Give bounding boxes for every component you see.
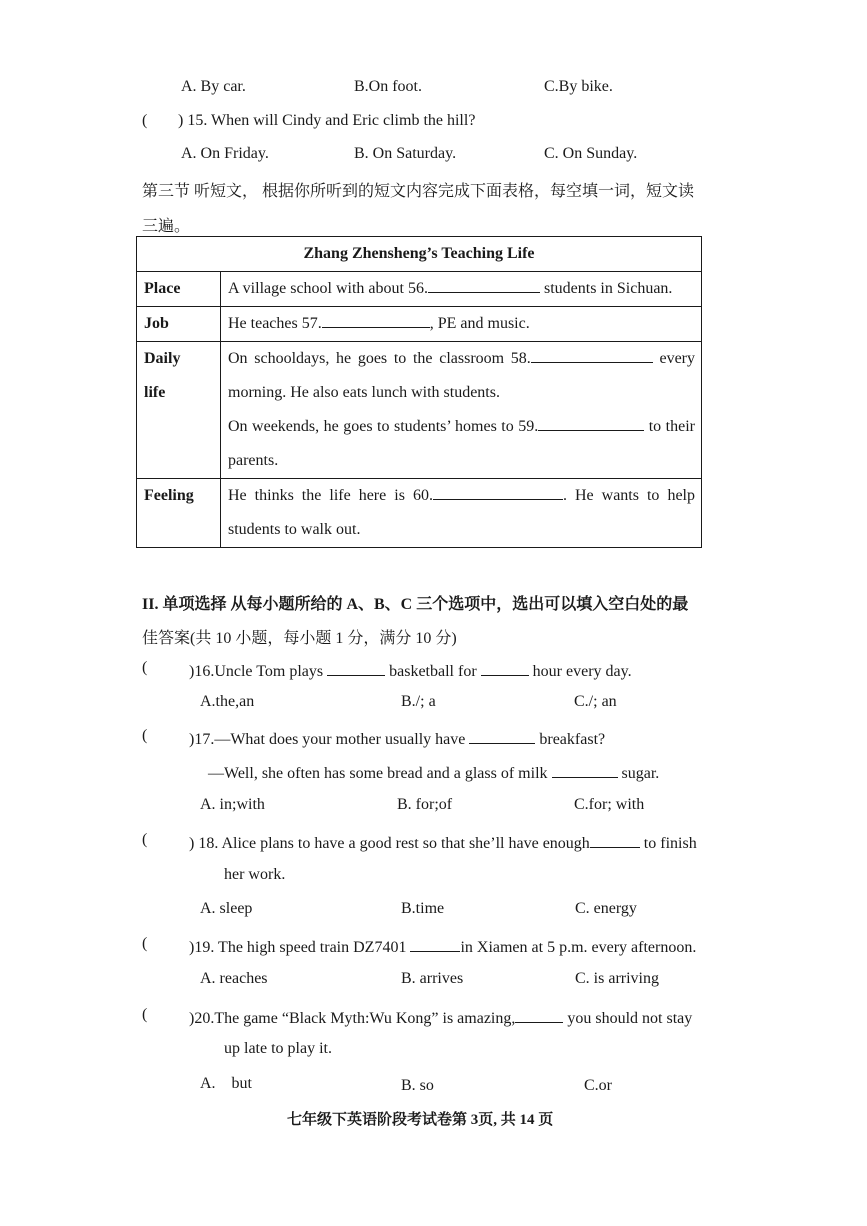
q19-option-c: C. is arriving <box>575 970 659 987</box>
q16-paren-open: ( <box>142 659 148 676</box>
q19-option-b: B. arrives <box>401 970 464 987</box>
q18-option-a: A. sleep <box>200 900 253 917</box>
table-row-job <box>137 307 702 342</box>
q20-option-a: A. but <box>200 1075 252 1092</box>
q17-option-b: B. for;of <box>397 796 453 813</box>
section3-instruction-line1: 第三节 听短文， 根据你所听到的短文内容完成下面表格，每空填一词，短文读 <box>142 183 695 200</box>
q19-paren-open: ( <box>142 935 148 952</box>
q14-option-b: B.On foot. <box>354 78 422 95</box>
q17-stem: )17.—What does your mother usually have breakfast? <box>189 727 605 749</box>
q16-option-c: C./; an <box>574 693 617 710</box>
q17-option-a: A. in;with <box>200 796 265 813</box>
q15-option-b: B. On Saturday. <box>354 145 457 162</box>
q18-blank[interactable] <box>590 831 640 848</box>
table-title: Zhang Zhensheng’s Teaching Life <box>137 237 702 272</box>
q15-paren-open: ( <box>142 112 148 129</box>
q14-option-c: C.By bike. <box>544 78 613 95</box>
blank-57[interactable] <box>322 311 430 328</box>
q16-stem: )16.Uncle Tom plays basketball for hour every day. <box>189 659 632 681</box>
q18-stem: ) 18. Alice plans to have a good rest so that she’ll have enough to finish <box>189 831 697 853</box>
q14-option-a: A. By car. <box>181 78 246 95</box>
row-content-job: He teaches 57. , PE and music. <box>221 307 702 342</box>
table-row-daily-life <box>137 342 702 479</box>
table-row-feeling <box>137 479 702 548</box>
q18-paren-open: ( <box>142 831 148 848</box>
q16-option-a: A.the,an <box>200 693 255 710</box>
section2-instruction-line2: 佳答案(共 10 小题，每小题 1 分，满分 10 分) <box>142 630 457 647</box>
q19-blank[interactable] <box>410 935 460 952</box>
q18-option-b: B.time <box>401 900 445 917</box>
q16-blank-2[interactable] <box>481 659 529 676</box>
q19-stem: )19. The high speed train DZ7401 in Xiamen at 5 p.m. every afternoon. <box>189 935 696 957</box>
listening-table <box>136 236 702 548</box>
row-content-feeling: He thinks the life here is 60. . He wants to help students to walk out. <box>221 479 702 548</box>
blank-59[interactable] <box>538 414 644 431</box>
row-content-place: A village school with about 56. students in Sichuan. <box>221 272 702 307</box>
q18-option-c: C. energy <box>575 900 637 917</box>
q18-stem-line2: her work. <box>224 866 286 883</box>
q20-stem: )20.The game “Black Myth:Wu Kong” is amazing, you should not stay <box>189 1006 692 1028</box>
q17-blank-1[interactable] <box>469 727 535 744</box>
q17-paren-open: ( <box>142 727 148 744</box>
q20-paren-open: ( <box>142 1006 148 1023</box>
q20-option-b: B. so <box>401 1077 434 1094</box>
row-content-daily-life: On schooldays, he goes to the classroom 58. every morning. He also eats lunch with students. On weekends, he goes to students’ homes to 59. to their parents. <box>221 342 702 479</box>
q19-option-a: A. reaches <box>200 970 268 987</box>
q17-option-c: C.for; with <box>574 796 645 813</box>
q15-stem: ) 15. When will Cindy and Eric climb the hill? <box>178 112 476 129</box>
q16-option-b: B./; a <box>401 693 436 710</box>
q20-blank[interactable] <box>515 1006 563 1023</box>
q17-stem-line2: —Well, she often has some bread and a glass of milk sugar. <box>208 761 659 783</box>
row-label-job: Job <box>137 307 221 342</box>
blank-58[interactable] <box>531 346 653 363</box>
section2-instruction-line1: II. 单项选择 从每小题所给的 A、B、C 三个选项中，选出可以填入空白处的最 <box>142 596 689 613</box>
q20-option-c: C.or <box>584 1077 612 1094</box>
table-row-place <box>137 272 702 307</box>
row-label-feeling: Feeling <box>137 479 221 548</box>
blank-60[interactable] <box>433 483 563 500</box>
page-footer: 七年级下英语阶段考试卷第 3页, 共 14 页 <box>287 1112 554 1128</box>
q20-stem-line2: up late to play it. <box>224 1040 332 1057</box>
q17-blank-2[interactable] <box>552 761 618 778</box>
q16-blank-1[interactable] <box>327 659 385 676</box>
q15-option-a: A. On Friday. <box>181 145 269 162</box>
row-label-daily-life: Daily life <box>137 342 221 479</box>
blank-56[interactable] <box>428 276 540 293</box>
row-label-place: Place <box>137 272 221 307</box>
section3-instruction-line2: 三遍。 <box>142 218 191 235</box>
q15-option-c: C. On Sunday. <box>544 145 638 162</box>
